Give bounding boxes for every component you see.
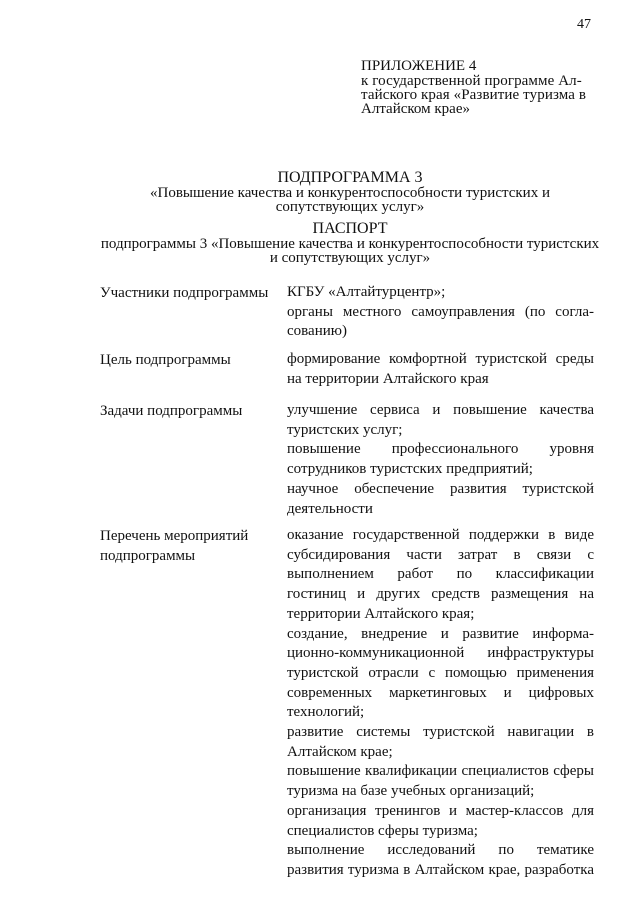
appendix-line: к государственной программе Ал- (361, 73, 582, 89)
row-content-line: улучшение сервиса и повышение качества (287, 402, 594, 418)
row-label-line: подпрограммы (100, 548, 196, 564)
row-content-line: сованию) (287, 323, 347, 340)
row-label (100, 350, 270, 370)
row-content-line: технологий; (287, 704, 365, 721)
subprogram-heading-block (80, 170, 620, 214)
subprogram-title-line: «Повышение качества и конкурентоспособности туристских и (150, 185, 550, 201)
appendix-line: Алтайском крае» (361, 101, 470, 117)
row-content-line: сотрудников туристских предприятий; (287, 461, 533, 478)
subprogram-title-line: сопутствующих услуг» (275, 199, 425, 215)
row-label (100, 401, 270, 421)
row-label-line: Цель подпрограммы (100, 352, 231, 368)
row-content-line: субсидирования части затрат в связи с (287, 546, 594, 563)
row-content-line: органы местного самоуправления (по согла- (287, 303, 594, 320)
row-label-line: Перечень мероприятий (100, 528, 249, 544)
appendix-header (361, 58, 593, 116)
row-content-line: деятельности (287, 500, 373, 517)
passport-heading: ПАСПОРТ (312, 220, 388, 237)
row-content-line: гостиниц и других средств размещения на (287, 586, 594, 603)
row-content (287, 350, 594, 389)
appendix-line: тайского края «Развитие туризма в (361, 87, 587, 103)
row-content-line: оказание государственной поддержки в виде (287, 527, 594, 543)
row-content-line: Алтайском крае; (287, 743, 393, 760)
row-content-line: повышение профессионального уровня (287, 441, 594, 458)
subprogram-heading: ПОДПРОГРАММА 3 (277, 169, 423, 186)
row-content-line: выполнение исследований по тематике (287, 842, 594, 859)
row-content-line: организация тренингов и мастер-классов для (287, 802, 594, 819)
row-label (100, 526, 270, 566)
row-content-line: повышение квалификации специалистов сферы (287, 763, 594, 780)
row-content-line: выполнением работ по классификации (287, 566, 594, 583)
row-content-line: формирование комфортной туристской среды (287, 351, 594, 367)
row-content-line: создание, внедрение и развитие информа- (287, 625, 594, 642)
row-label (100, 283, 270, 303)
row-content (287, 283, 594, 342)
row-content-line: развития туризма в Алтайском крае, разработка (287, 861, 594, 878)
row-content-line: ционно-коммуникационной инфраструктуры (287, 645, 594, 662)
row-content-line: научное обеспечение развития туристской (287, 480, 594, 497)
row-content-line: на территории Алтайского края (287, 370, 489, 387)
row-content-line: туристской отрасли с помощью применения (287, 664, 594, 681)
passport-title-line: подпрограммы 3 «Повышение качества и конкурентоспособности туристских (100, 236, 600, 252)
row-content-line: территории Алтайского края; (287, 605, 475, 622)
row-content-line: туризма на базе учебных организаций; (287, 783, 535, 800)
row-content-line: специалистов сферы туризма; (287, 822, 478, 839)
row-content-line: современных маркетинговых и цифровых (287, 684, 594, 701)
appendix-title: ПРИЛОЖЕНИЕ 4 (361, 58, 477, 74)
row-content (287, 401, 594, 519)
page-number: 47 (577, 17, 591, 32)
passport-heading-block (80, 221, 620, 265)
row-content-line: развитие системы туристской навигации в (287, 724, 594, 741)
row-content (287, 526, 594, 881)
row-content-line: туристских услуг; (287, 421, 403, 438)
row-label-line: Задачи подпрограммы (100, 403, 243, 419)
row-label-line: Участники подпрограммы (100, 285, 269, 301)
row-content-line: КГБУ «Алтайтурцентр»; (287, 284, 446, 300)
passport-title-line: и сопутствующих услуг» (269, 250, 431, 266)
